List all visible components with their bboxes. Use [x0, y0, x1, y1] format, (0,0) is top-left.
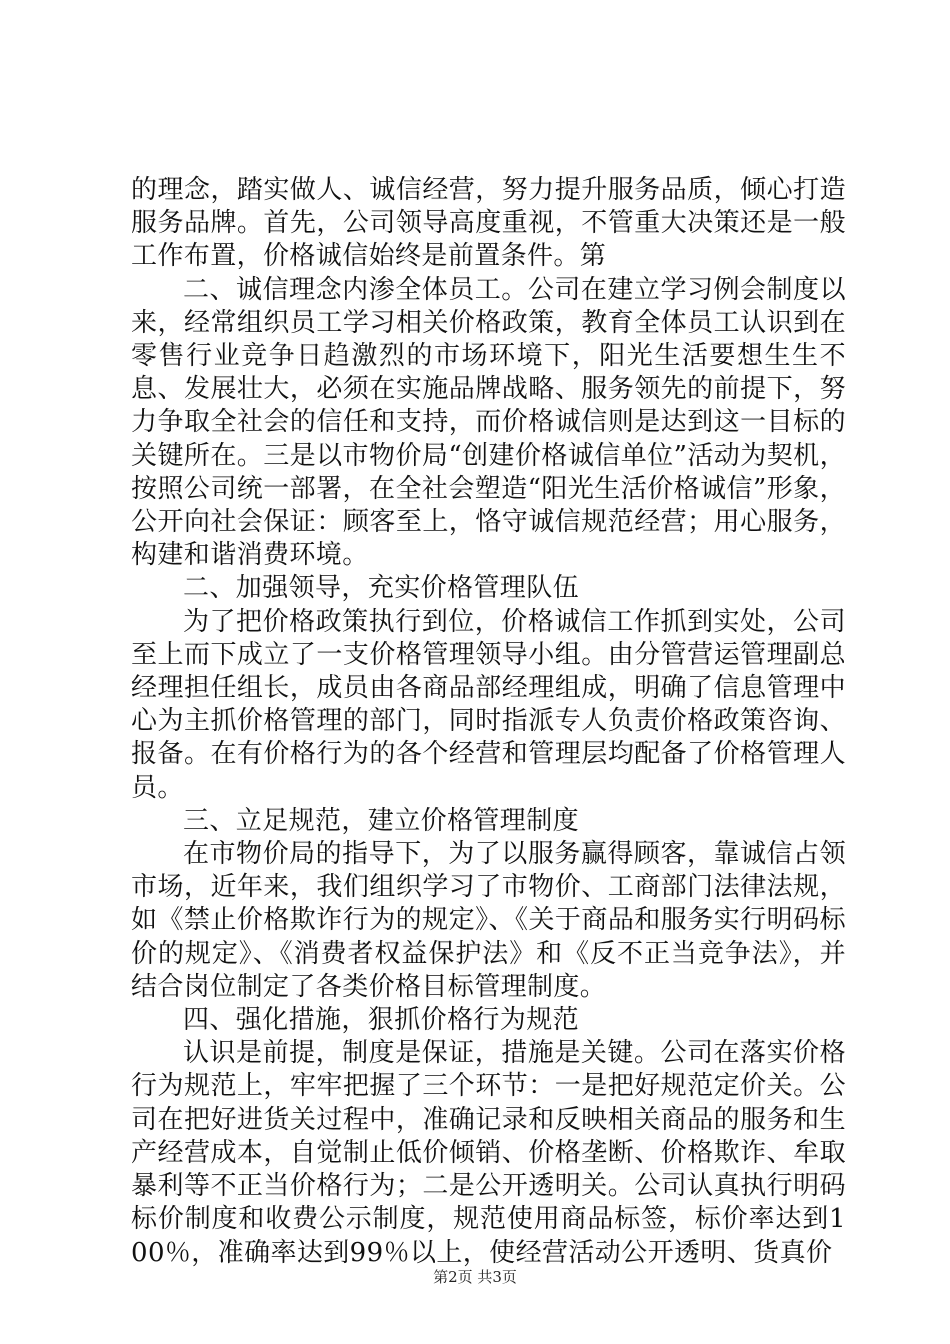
document-body — [131, 174, 846, 1270]
paragraph-leadership: 为了把价格政策执行到位，价格诚信工作抓到实处，公司至上而下成立了一支价格管理领导小组。由分管营运管理副总经理担任组长，成员由各商品部经理组成，明确了信息管理中心为主抓价格管理的部门，同时指派专人负责价格政策咨询、报备。在有价格行为的各个经营和管理层均配备了价格管理人员。 — [131, 606, 846, 803]
section-heading-measures: 四、强化措施，狠抓价格行为规范 — [183, 1005, 580, 1036]
paragraph-integrity-concept: 二、诚信理念内渗全体员工。公司在建立学习例会制度以来，经常组织员工学习相关价格政策，教育全体员工认识到在零售行业竞争日趋激烈的市场环境下，阳光生活要想生生不息、发展壮大，必须在实施品牌战略、服务领先的前提下，努力争取全社会的信任和支持，而价格诚信则是达到这一目标的关键所在。三是以市物价局“创建价格诚信单位”活动为契机，按照公司统一部署，在全社会塑造“阳光生活价格诚信”形象，公开向社会保证：顾客至上，恪守诚信规范经营；用心服务，构建和谐消费环境。 — [131, 274, 846, 571]
paragraph-continuation: 的理念，踏实做人、诚信经营，努力提升服务品质，倾心打造服务品牌。首先，公司领导高度重视，不管重大决策还是一般工作布置，价格诚信始终是前置条件。第 — [131, 175, 846, 272]
paragraph-regulation: 在市物价局的指导下，为了以服务赢得顾客，靠诚信占领市场，近年来，我们组织学习了市物价、工商部门法律法规，如《禁止价格欺诈行为的规定》、《关于商品和服务实行明码标价的规定》、《消费者权益保护法》和《反不正当竞争法》，并结合岗位制定了各类价格目标管理制度。 — [131, 839, 846, 1002]
paragraph-measures: 认识是前提，制度是保证，措施是关键。公司在落实价格行为规范上，牢牢把握了三个环节：一是把好规范定价关。公司在把好进货关过程中，准确记录和反映相关商品的服务和生产经营成本，自觉制止低价倾销、价格垄断、价格欺诈、牟取暴利等不正当价格行为；二是公开透明关。公司认真执行明码标价制度和收费公示制度，规范使用商品标签，标价率达到100％，准确率达到99％以上，使经营活动公开透明、货真价 — [131, 1038, 846, 1268]
page-footer: 第2页 共3页 — [433, 1268, 517, 1286]
section-heading-regulation: 三、立足规范，建立价格管理制度 — [183, 805, 580, 836]
section-heading-leadership: 二、加强领导，充实价格管理队伍 — [183, 573, 580, 604]
